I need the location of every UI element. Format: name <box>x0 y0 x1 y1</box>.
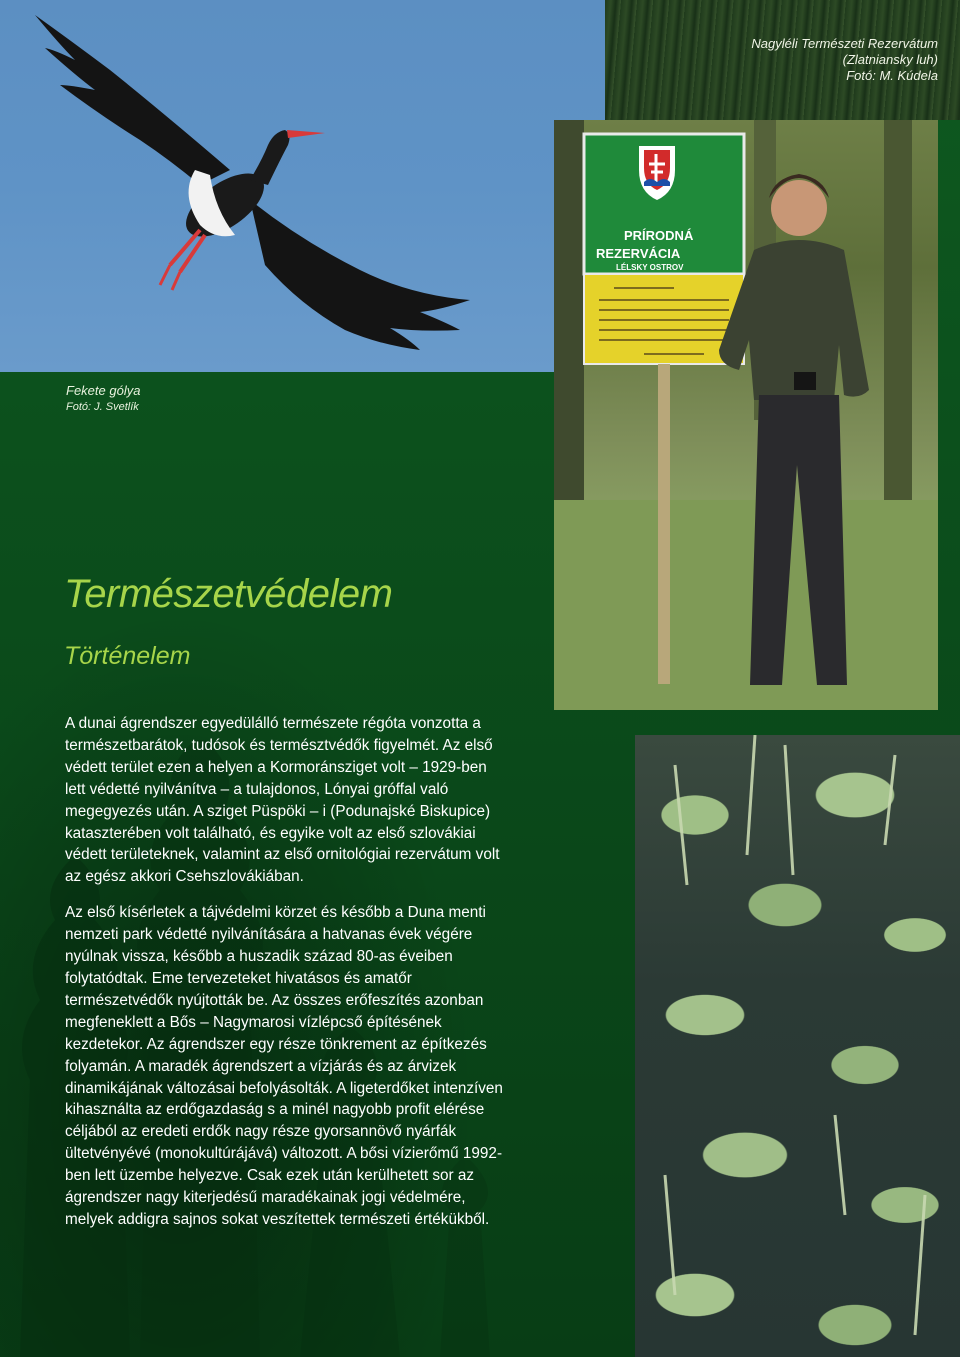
stork-caption-title: Fekete gólya <box>66 383 141 398</box>
sign-line-3: LÉLSKY OSTROV <box>616 263 684 272</box>
sign-line-2: REZERVÁCIA <box>596 246 681 261</box>
water-lilies-photo <box>635 735 960 1357</box>
forest-photo-caption <box>751 36 938 84</box>
paragraph-history-first-reserve: A dunai ágrendszer egyedülálló természete régóta vonzotta a természetbarátok, tudósok és természtvédők figyelmét. Az első védett terület ezen a helyen a Kormoránsziget volt – 1929-ben lett védetté nyilvánítva – a tulajdonos, Lónyai gróffal való megegyezés után. A sziget Püspöki – i (Podunajské Biskupice) kataszterében volt található, és egyike volt az első szlovákiai védett területeknek, valamint az első ornitológiai rezervátum volt az egész akkori Csehszlovákiában. <box>65 715 500 886</box>
sign-line-1: PRÍRODNÁ <box>624 228 694 243</box>
forest-reserve-photo <box>605 0 960 120</box>
section-subtitle: Történelem <box>64 642 191 670</box>
stork-illustration <box>0 0 605 372</box>
article-body <box>65 713 505 1231</box>
forest-caption-subtitle: (Zlatniansky luh) <box>842 52 938 67</box>
black-stork-photo <box>0 0 605 372</box>
reeds-decoration <box>635 735 960 1357</box>
stork-photo-caption <box>66 382 140 416</box>
ranger-with-sign-photo <box>554 120 938 710</box>
forest-caption-credit: Fotó: M. Kúdela <box>846 68 938 83</box>
paragraph-protection-attempts: Az első kísérletek a tájvédelmi körzet és később a Duna menti nemzeti park védetté nyilvánítására a hatvanas évek végére nyúlnak vissza, később a huszadik század 80-as éveiben folytatódtak. Eme tervezeteket hivatásos és amatőr természetvédők nyújtották be. Az összes erőfeszítés azonban megfeneklett a Bős – Nagymarosi vízlépcső építésének kezdetekor. Az ágrendszer egy része tönkrement az építkezés folyamán. A maradék ágrendszert a vízjárás és az árvizek dinamikájának változásai befolyásolták. A ligeterdőket intenzíven kihasználta az erdőgazdaság s a minél nagyobb profit elérése céljából az eredeti erdők nagy része gyorsannövő nyárfák ültetvényévé (monokultúrájává) változott. A bősi vízierőmű 1992-ben lett üzembe helyezve. Csak ezek után kerülhetett sor az ágrendszer nagy kiterjedésű maradékainak jogi védelmére, melyek addigra sajnos sokat veszítettek természeti értékükből. <box>65 904 503 1228</box>
forest-caption-title: Nagyléli Természeti Rezervátum <box>751 36 938 51</box>
ranger-scene-illustration <box>554 120 938 710</box>
stork-caption-credit: Fotó: J. Svetlík <box>66 401 139 413</box>
section-title: Természetvédelem <box>64 572 393 616</box>
